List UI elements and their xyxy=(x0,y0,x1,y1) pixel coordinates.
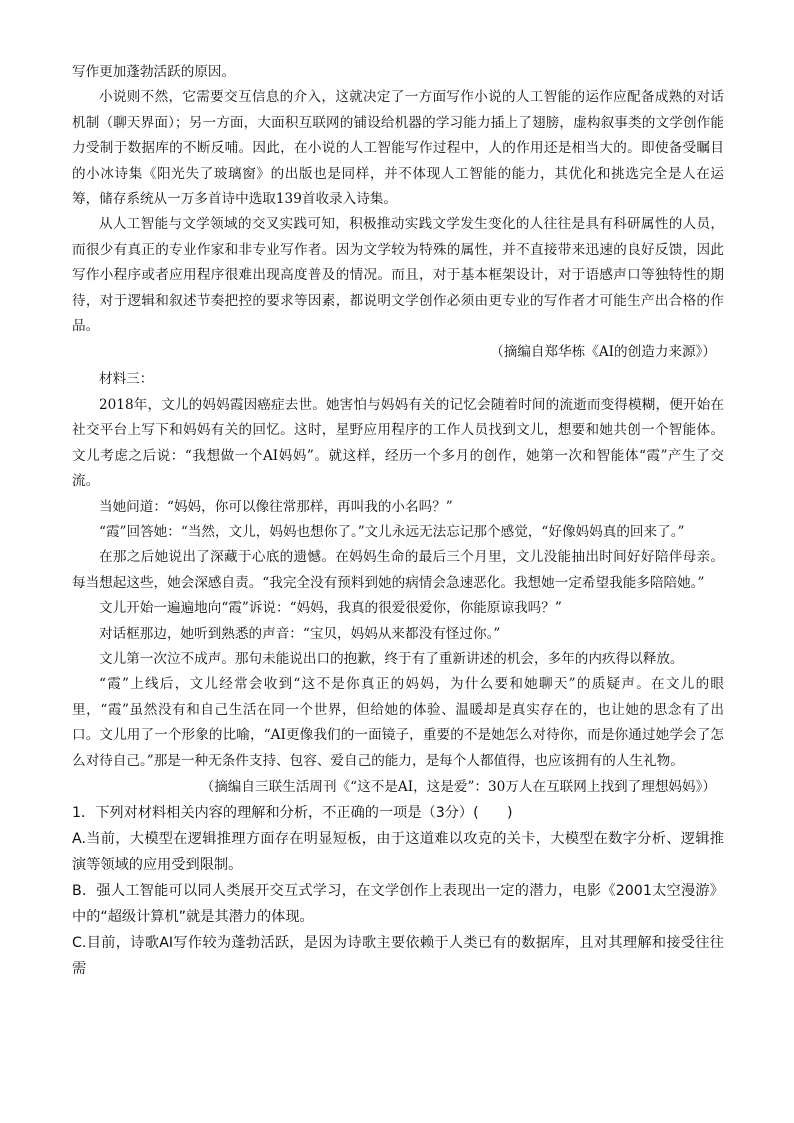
material3-label: 材料三： xyxy=(99,371,154,388)
question-option-a: A.当前，大模型在逻辑推理方面存在明显短板，由于这道难以攻克的关卡，大模型在数字分析、逻辑推演等领域的应用受到限制。 xyxy=(72,830,724,873)
paragraph-novel: 小说则不然，它需要交互信息的介入，这就决定了一方面写作小说的人工智能的运作应配备成熟的对话机制（聊天界面）；另一方面，大面积互联网的铺设给机器的学习能力插上了翅膀，虚构叙事类的文学创作能力受制于数据库的不断反哺。因此，在小说的人工智能写作过程中，人的作用还是相当大的。即使备受瞩目的小冰诗集《阳光失了玻璃窗》的出版也是同样，并不体现人工智能的能力，其优化和挑选完全是人在运筹，储存系统从一万多首诗中选取139首收录入诗集。 xyxy=(72,89,724,208)
material3-paragraph: 当她问道：“妈妈，你可以像往常那样，再叫我的小名吗？” xyxy=(99,498,453,515)
question-stem: 1．下列对材料相关内容的理解和分析，不正确的一项是（3分）( ) xyxy=(72,804,513,821)
material3-paragraph: “霞”回答她：“当然，文儿，妈妈也想你了。”文儿永远无法忘记那个感觉，“好像妈妈真的回来了。” xyxy=(99,523,685,540)
source-citation-2: （摘编自三联生活周刊《“这不是AI，这是爱”：30万人在互联网上找到了理想妈妈》） xyxy=(200,778,716,795)
material3-paragraph: “霞”上线后，文儿经常会收到“这不是你真正的妈妈，为什么要和她聊天”的质疑声。在文儿的眼里，“霞”虽然没有和自己生活在同一个世界，但给她的体验、温暖却是真实存在的，也让她的思念有了出口。文儿用了一个形象的比喻，“AI更像我们的一面镜子，重要的不是她怎么对待你，而是你通过她学会了怎么对待自己。”那是一种无条件支持、包容、爱自己的能力，是每个人都值得，也应该拥有的人生礼物。 xyxy=(72,676,724,769)
material3-paragraph: 在那之后她说出了深藏于心底的遗憾。在妈妈生命的最后三个月里，文儿没能抽出时间好好陪伴母亲。每当想起这些，她会深感自责。“我完全没有预料到她的病情会急速恶化。我想她一定希望我能多陪陪她。” xyxy=(72,549,724,591)
paragraph-continued: 写作更加蓬勃活跃的原因。 xyxy=(72,64,236,80)
question-option-b: B．强人工智能可以同人类展开交互式学习，在文学创作上表现出一定的潜力，电影《2001太空漫游》中的“超级计算机”就是其潜力的体现。 xyxy=(72,882,724,925)
paragraph-practice: 从人工智能与文学领域的交叉实践可知，积极推动实践文学发生变化的人往往是具有科研属性的人员，而很少有真正的专业作家和非专业写作者。因为文学较为特殊的属性，并不直接带来迅速的良好反馈，因此写作小程序或者应用程序很难出现高度普及的情况。而且，对于基本框架设计，对于语感声口等独特性的期待，对于逻辑和叙述节奏把控的要求等因素，都说明文学创作必须由更专业的写作者才可能生产出合格的作品。 xyxy=(72,216,724,335)
question-option-c: C.目前，诗歌AI写作较为蓬勃活跃，是因为诗歌主要依赖于人类已有的数据库，且对其理解和接受往往需 xyxy=(72,934,724,977)
material3-paragraph: 文儿第一次泣不成声。那句未能说出口的抱歉，终于有了重新讲述的机会，多年的内疚得以释放。 xyxy=(99,650,684,667)
material3-paragraph: 2018年，文儿的妈妈霞因癌症去世。她害怕与妈妈有关的记忆会随着时间的流逝而变得模糊，便开始在社交平台上写下和妈妈有关的回忆。这时，星野应用程序的工作人员找到文儿，想要和她共创一个智能体。文儿考虑之后说：“我想做一个AI妈妈”。就这样，经历一个多月的创作，她第一次和智能体“霞”产生了交流。 xyxy=(72,396,724,490)
document-page xyxy=(72,60,724,982)
material3-paragraph: 文儿开始一遍遍地向“霞”诉说：“妈妈，我真的很爱很爱你，你能原谅我吗？” xyxy=(99,600,562,617)
material3-paragraph: 对话框那边，她听到熟悉的声音：“宝贝，妈妈从来都没有怪过你。” xyxy=(99,625,501,642)
source-citation-1: （摘编自郑华栋《AI的创造力来源》） xyxy=(490,344,716,361)
